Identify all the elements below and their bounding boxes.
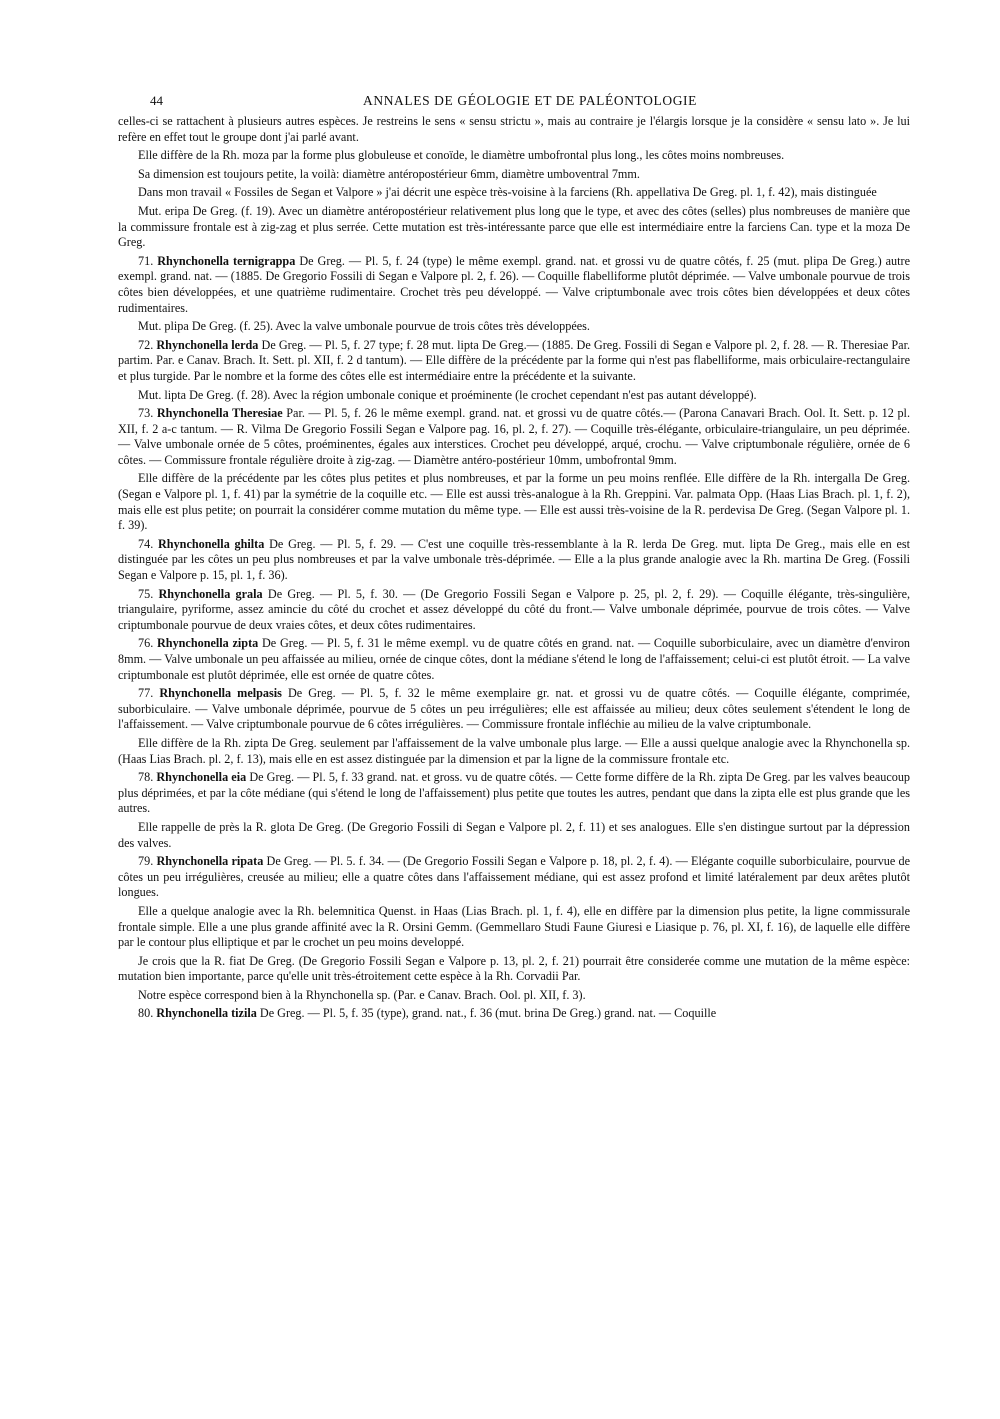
paragraph-text: De Greg. — Pl. 5, f. 24 (type) le même exempl. grand. nat. et grossi vu de quatre côtés, f. 25 (mut. plipa De Greg.) autre exempl. grand. nat. — (1885. De Gregorio Fossili di Segan e Valpore pl. 2, f. 26). — Coquille flabelliforme plutôt déprimée. — Valve umbonale pourvue de trois côtes bien développées, et une quatrième rudimentaire. Crochet très peu développé. — Valve criptumbonale avec trois côtes bien développées et deux côtes rudimentaires. bbox=[118, 253, 910, 315]
species-name: Rhynchonella grala bbox=[158, 586, 263, 601]
species-entry bbox=[118, 636, 910, 683]
species-entry bbox=[118, 406, 910, 468]
paragraph-text: Elle diffère de la précédente par les côtes plus petites et plus nombreuses, et par la forme un peu moins renflée. Elle diffère de la Rh. intergalla De Greg. (Segan e Valpore pl. 1, f. 41) par la symétrie de la coquille etc. — Elle est aussi très-analogue à la Rh. Greppini. Var. palmata Opp. (Haas Lias Brach. pl. 1, f. 2), mais elle est plus petite; on pourrait la considérer comme mutation du même type. — Elle est aussi très-voisine de la R. perdevisa De Greg. (Segan Valpore pl. 1. f. 39). bbox=[118, 471, 910, 533]
species-name: Rhynchonella tizila bbox=[156, 1006, 257, 1021]
paragraph-text: Elle rappelle de près la R. glota De Greg. (De Gregorio Fossili di Segan e Valpore pl. 2, f. 11) et ses analogues. Elle s'en distingue surtout par la dépression des valves. bbox=[118, 819, 910, 850]
paragraph bbox=[118, 988, 910, 1004]
paragraph bbox=[118, 114, 910, 145]
paragraph bbox=[118, 904, 910, 951]
species-name: Rhynchonella ripata bbox=[156, 854, 264, 869]
entry-number: 76. bbox=[138, 636, 154, 651]
paragraph-text: De Greg. — Pl. 5, f. 30. — (De Gregorio Fossili Segan e Valpore p. 25, pl. 2, f. 29). — Coquille élégante, très-singulière, triangulaire, pyriforme, assez amincie du côté du crochet et assez développé du côté du front.— Valve umbonale déprimée, pourvue de trois côtes. — Valve criptumbonale pourvue de deux vraies côtes, et deux côtes rudimentaires. bbox=[118, 586, 911, 632]
species-name: Rhynchonella Theresiae bbox=[156, 406, 283, 421]
paragraph bbox=[118, 148, 910, 164]
species-name: Rhynchonella ternigrappa bbox=[157, 253, 296, 268]
paragraph-text: De Greg. — Pl. 5, f. 31 le même exempl. vu de quatre côtés en grand. nat. — Coquille suborbiculaire, avec un diamètre d'environ 8mm. — Valve umbonale un peu affaissée au milieu, ornée de cinque côtes, dont la médiane s'étend le long de l'affaissement; celui-ci est plutôt étroit. — La valve criptumbonale est plutôt déprimée, elle est ornée de quatre côtes. bbox=[118, 636, 911, 682]
paragraph-text: celles-ci se rattachent à plusieurs autres espèces. Je restreins le sens « sensu strictu », mais au contraire je l'élargis lorsque je la considère « sensu lato ». Je lui refère en effet tout le groupe dont j'ai parlé avant. bbox=[118, 114, 910, 144]
species-name: Rhynchonella lerda bbox=[156, 337, 259, 352]
species-name: Rhynchonella zipta bbox=[156, 636, 259, 651]
paragraph bbox=[118, 736, 910, 767]
paragraph-text: Mut. eripa De Greg. (f. 19). Avec un diamètre antéropostérieur relativement plus long que le type, et avec des côtes (selles) plus nombreuses de manière que la commissure frontale est à zig-zag et plus serrée. Cette mutation est très-intéressante parce que elle est intermédiaire entre la farciens Can. type et la moza De Greg. bbox=[118, 203, 910, 250]
entry-number: 71. bbox=[138, 253, 154, 268]
species-entry bbox=[118, 854, 910, 901]
paragraph bbox=[118, 204, 910, 251]
paragraph-text: De Greg. — Pl. 5. f. 34. — (De Gregorio Fossili Segan e Valpore p. 18, pl. 2, f. 4). — Elégante coquille suborbiculaire, pourvue de côtes un peu irrégulières, creusée au milieu; elle a quatre côtes dans l'affaissement médiane, qui est assez profond et limité latéralement par deux arêtes plutôt longues. bbox=[118, 854, 911, 900]
entry-number: 73. bbox=[138, 406, 154, 421]
species-entry bbox=[118, 338, 910, 385]
paragraph-text: De Greg. — Pl. 5, f. 35 (type), grand. nat., f. 36 (mut. brina De Greg.) grand. nat. — Coquille bbox=[259, 1006, 717, 1021]
paragraph-text: Par. — Pl. 5, f. 26 le même exempl. grand. nat. et grossi vu de quatre côtés.— (Parona Canavari Brach. Ool. It. Sett. p. 12 pl. XII, f. 2 a-c tantum. — R. Vilma De Gregorio Fossili Segan e Valpore pag. 16, pl. 2, f. 27). — Coquille très-élégante, orbiculaire-triangulaire, un peu déprimée. — Valve umbonale ornée de 5 côtes, proéminentes, égales aux interstices. Crochet peu développé, arqué, crochu. — Valve criptumbonale régulière, ornée de 6 côtes. — Commissure frontale régulière droite à zig-zag. — Diamètre antéro-postérieur 10mm, umbofrontal 9mm. bbox=[118, 406, 910, 467]
paragraph bbox=[118, 167, 910, 183]
page-header bbox=[150, 93, 910, 113]
paragraph-text: Elle diffère de la Rh. moza par la forme plus globuleuse et conoïde, le diamètre umbofrontal plus long., les côtes moins nombreuses. bbox=[138, 148, 785, 163]
paragraph bbox=[118, 388, 910, 404]
entry-number: 80. bbox=[138, 1006, 154, 1021]
species-entry bbox=[118, 686, 910, 733]
species-entry bbox=[118, 537, 910, 584]
species-entry bbox=[118, 770, 910, 817]
paragraph bbox=[118, 319, 910, 335]
entry-number: 78. bbox=[138, 770, 154, 785]
species-entry bbox=[118, 1006, 910, 1022]
paragraph-text: Notre espèce correspond bien à la Rhynchonella sp. (Par. e Canav. Brach. Ool. pl. XII, f. 3). bbox=[138, 987, 586, 1002]
species-name: Rhynchonella melpasis bbox=[159, 686, 282, 701]
paragraph-text: Elle diffère de la Rh. zipta De Greg. seulement par l'affaissement de la valve umbonale plus large. — Elle a aussi quelque analogie avec la Rhynchonella sp. (Haas Lias Brach. pl. 2, f. 13), mais elle en est assez distinguée par la dimension et par la ligne de la commissure frontale etc. bbox=[118, 735, 910, 766]
species-name: Rhynchonella eia bbox=[156, 770, 247, 785]
paragraph-text: Dans mon travail « Fossiles de Segan et Valpore » j'ai décrit une espèce très-voisine à la farciens (Rh. appellativa De Greg. pl. 1, f. 42), mais distinguée bbox=[138, 185, 877, 200]
paragraph-text: Je crois que la R. fiat De Greg. (De Gregorio Fossili Segan e Valpore p. 13, pl. 2, f. 21) pourrait être considerée comme une mutation de la même espèce: mutation bien importante, parce qu'elle unit très-étroitement cette espèce à la Rh. Corvadii Par. bbox=[118, 953, 910, 984]
species-entry bbox=[118, 254, 910, 316]
paragraph-text: Mut. lipta De Greg. (f. 28). Avec la région umbonale conique et proéminente (le crochet cependant n'est pas autant développé). bbox=[138, 387, 757, 402]
paragraph-text: De Greg. — Pl. 5, f. 29. — C'est une coquille très-ressemblante à la R. lerda De Greg. mut. lipta De Greg., mais elle en est distinguée par les côtes un peu plus nombreuses et par la valve umbonale très-déprimée. — Elle a la plus grande analogie avec la Rh. martina De Greg. (Fossili Segan e Valpore p. 15, pl. 1, f. 36). bbox=[118, 536, 911, 583]
paragraph bbox=[118, 185, 910, 201]
paragraph-text: Mut. plipa De Greg. (f. 25). Avec la valve umbonale pourvue de trois côtes très développées. bbox=[138, 319, 590, 334]
entry-number: 79. bbox=[138, 854, 154, 869]
paragraph bbox=[118, 954, 910, 985]
entry-number: 77. bbox=[138, 686, 154, 701]
paragraph-text: Sa dimension est toujours petite, la voilà: diamètre antéropostérieur 6mm, diamètre umboventral 7mm. bbox=[138, 166, 640, 181]
body-text bbox=[118, 114, 910, 1025]
species-entry bbox=[118, 587, 910, 634]
paragraph bbox=[118, 820, 910, 851]
entry-number: 74. bbox=[138, 536, 154, 551]
page-number: 44 bbox=[150, 93, 163, 108]
species-name: Rhynchonella ghilta bbox=[158, 536, 265, 551]
paragraph-text: De Greg. — Pl. 5, f. 33 grand. nat. et gross. vu de quatre côtés. — Cette forme diffère de la Rh. zipta De Greg. par les valves beaucoup plus déprimées, et par la côte médiane (qui s'étend le long de l'affaissement) plus petite que toutes les autres, pendant que dans la zipta elle est plus grande que les autres. bbox=[118, 770, 911, 816]
paragraph-text: De Greg. — Pl. 5, f. 32 le même exemplaire gr. nat. et grossi vu de quatre côtés. — Coquille élégante, comprimée, suborbiculaire. — Valve umbonale déprimée, pourvue de 5 côtes un peu irrégulières; elle est affaissée au milieu; deux côtes seulement s'étendent le long de l'affaissement. — Valve criptumbonale pourvue de 6 côtes irrégulières. — Commissure frontale infléchie au milieu de la valve criptumbonale. bbox=[118, 686, 910, 732]
paragraph bbox=[118, 471, 910, 533]
entry-number: 75. bbox=[138, 586, 154, 601]
paragraph-text: De Greg. — Pl. 5, f. 27 type; f. 28 mut. lipta De Greg.— (1885. De Greg. Fossili di Segan e Valpore pl. 2, f. 28. — R. Theresiae Par. partim. Par. e Canav. Brach. It. Sett. pl. XII, f. 2 d tantum). — Elle diffère de la précédente par la forme qui n'est pas flabelliforme, mais orbiculaire-rectangulaire et plus turgide. Par le nombre et la forme des côtes elle est intermédiaire entre la précédente et la suivante. bbox=[118, 337, 911, 383]
entry-number: 72. bbox=[138, 337, 154, 352]
paragraph-text: Elle a quelque analogie avec la Rh. belemnitica Quenst. in Haas (Lias Brach. pl. 1, f. 4), elle en diffère par la dimension plus petite, la ligne commissurale frontale simple. Elle a une plus grande affinité avec la R. Orsini Gemm. (Gemmellaro Studi Faune Giuresi e Liasique p. 76, pl. XI, f. 16), de laquelle elle diffère par le contour plus elliptique et par le crochet un peu moins developpé. bbox=[118, 903, 910, 950]
running-title: ANNALES DE GÉOLOGIE ET DE PALÉONTOLOGIE bbox=[363, 93, 697, 108]
